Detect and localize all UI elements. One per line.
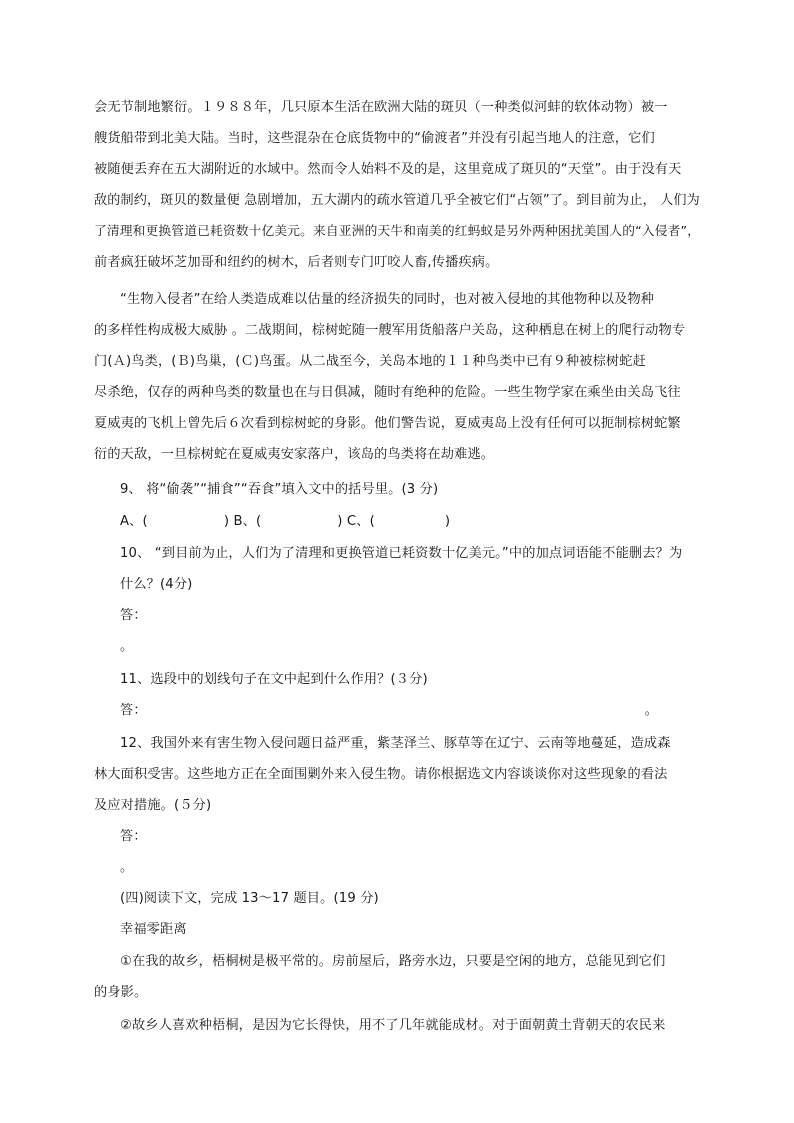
question-12-stem-line-3: 及应对措施。(５分) bbox=[94, 798, 212, 813]
blank-c[interactable] bbox=[375, 511, 445, 525]
passage-p1-line-6: 前者疯狂破坏芝加哥和纽约的树木，后者则专门叮咬人畜,传播疾病。 bbox=[94, 255, 499, 270]
question-12-answer-label: 答： bbox=[120, 829, 147, 844]
article-p2-line-1: ②故乡人喜欢种梧桐，是因为它长得快，用不了几年就能成材。对于面朝黄土背朝天的农民来 bbox=[120, 1018, 666, 1033]
question-12-answer-end: 。 bbox=[120, 860, 134, 875]
question-11-stem: 11、选段中的划线句子在文中起到什么作用？(３分) bbox=[120, 672, 428, 687]
question-10-stem-line-2: 什么？(4分) bbox=[120, 577, 193, 592]
passage-p2-line-2: 的多样性构成极大威胁 。二战期间，棕树蛇随一艘军用货船落户关岛，这种栖息在树上的爬行动物专 bbox=[94, 323, 686, 338]
question-12-stem-line-2: 林大面积受害。这些地方正在全面围剿外来入侵生物。请你根据选文内容谈谈你对这些现象的看法 bbox=[94, 767, 668, 782]
article-title: 幸福零距离 bbox=[120, 922, 187, 937]
passage-p1-line-5: 了清理和更换管道已耗资数十亿美元。来自亚洲的天牛和南美的红蚂蚁是另外两种困扰美国人的“入侵者”， bbox=[94, 224, 701, 239]
passage-p2-line-3: 门(Ａ)鸟类，(Ｂ)鸟巢，(Ｃ)鸟蛋。从二战至今，关岛本地的１１种鸟类中已有９种被棕树蛇赶 bbox=[94, 354, 646, 369]
passage-p2-line-4: 尽杀绝，仅存的两种鸟类的数量也在与日俱减，随时有绝种的危险。一些生物学家在乘坐由关岛飞往 bbox=[94, 385, 681, 400]
section-4-heading: (四)阅读下文，完成 13～17 题目。(19 分) bbox=[120, 891, 379, 906]
question-11-answer-label: 答： bbox=[120, 703, 147, 718]
question-10-answer-label: 答： bbox=[120, 608, 147, 623]
passage-p2-line-6: 衍的天敌，一旦棕树蛇在夏威夷安家落户，该岛的鸟类将在劫难逃。 bbox=[94, 447, 495, 462]
question-9-label-b: ) B、( bbox=[223, 514, 262, 529]
question-9-label-a: A、( bbox=[120, 514, 148, 529]
article-p1-line-2: 的身影。 bbox=[94, 985, 148, 1000]
question-9-blanks bbox=[120, 511, 450, 532]
passage-p1-line-1: 会无节制地繁衍。１９８８年，几只原本生活在欧洲大陆的斑贝（一种类似河蚌的软体动物）被一 bbox=[94, 100, 668, 115]
question-9-label-c: ) C、( bbox=[337, 514, 375, 529]
question-9-stem: 9、 将“偷袭”“捕食”“吞食”填入文中的括号里。(3 分) bbox=[120, 482, 439, 497]
question-12-stem-line-1: 12、我国外来有害生物入侵问题日益严重，紫茎泽兰、豚草等在辽宁、云南等地蔓延，造成森 bbox=[120, 736, 671, 751]
question-11-answer-end: 。 bbox=[644, 703, 659, 718]
question-10-stem-line-1: 10、 “到目前为止，人们为了清理和更换管道已耗资数十亿美元。”中的加点词语能不能删去？为 bbox=[120, 546, 683, 561]
passage-p1-line-2: 艘货船带到北美大陆。当时，这些混杂在仓底货物中的“偷渡者”并没有引起当地人的注意，它们 bbox=[94, 131, 655, 146]
passage-p2-line-1: “生物入侵者”在给人类造成难以估量的经济损失的同时，也对被入侵地的其他物种以及物种 bbox=[120, 292, 655, 307]
blank-a[interactable] bbox=[148, 511, 224, 525]
blank-b[interactable] bbox=[261, 511, 337, 525]
question-9-end: ) bbox=[444, 514, 451, 529]
article-p1-line-1: ①在我的故乡，梧桐树是极平常的。房前屋后，路旁水边，只要是空闲的地方，总能见到它们 bbox=[120, 954, 666, 969]
passage-p1-line-3: 被随便丢弃在五大湖附近的水域中。然而令人始料不及的是，这里竟成了斑贝的“天堂”。由于没有天 bbox=[94, 162, 682, 177]
passage-p2-line-5: 夏威夷的飞机上曾先后６次看到棕树蛇的身影。他们警告说，夏威夷岛上没有任何可以扼制棕树蛇繁 bbox=[94, 416, 681, 431]
passage-p1-line-4: 敌的制约，斑贝的数量便 急剧增加，五大湖内的疏水管道几乎全被它们“占领”了。到目前为止， 人们为 bbox=[94, 193, 700, 208]
question-11-answer bbox=[120, 701, 658, 721]
question-10-answer-end: 。 bbox=[120, 639, 134, 654]
